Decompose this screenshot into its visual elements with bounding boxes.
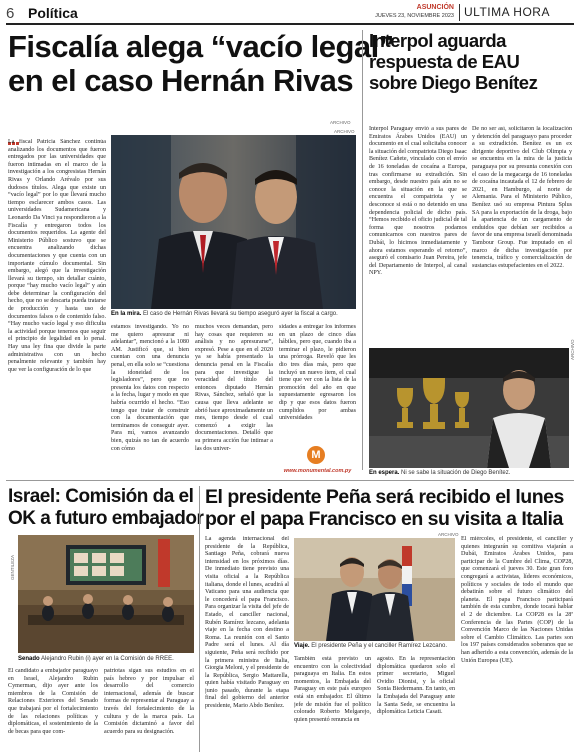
caption-israel [18, 656, 174, 662]
photo-credit-pena: ARCHIVO [438, 532, 459, 537]
section-rule [6, 480, 574, 481]
monumental-ad[interactable] [279, 446, 356, 478]
column-divider [362, 30, 363, 470]
column-divider-bottom [199, 486, 200, 752]
headline-israel-1: Israel: Comisión da el [8, 486, 194, 507]
photo-diego-benitez-image [369, 348, 569, 468]
photo-senado [18, 535, 194, 653]
headline-fiscalia-2: en el caso Hernán Rivas [8, 63, 354, 98]
photo-credit-israel: GENTILEZA [10, 554, 15, 580]
headline-fiscalia-1: Fiscalía alega “vacío legal” [8, 29, 394, 64]
photo-senado-image [18, 535, 194, 653]
interpol-col-2: De no ser así, solicitaron la localización y detención del paraguayo para proceder a su extradición. Benítez es un ex dirigente deportivo del Club Olimpia y se encuentra en la mira de la justicia paraguaya por su presunta conexión con el caso de la megacarga de 16 toneladas de cocaína incautada el 12 de febrero de 2021, en Hamburgo, al norte de Alemania. Para el Ministerio Público, Benítez usó su empresa Pintura Splus SA para la exportación de la droga, bajo la apariencia de un cargamento de enduidos que debían ser recibidos a favor de una empresa israelí denominada Tambour Group. Fue imputado en el marco de dicha investigación por tenencia, tráfico y comercialización de sustancias estupefacientes en el 2022. [472, 126, 572, 269]
pena-col-1: La agenda internacional del presidente de la República, Santiago Peña, cobrará nueva intensidad en los próximos días. De inmediato tiene previsto una visita oficial a la República italiana, donde el lunes, acudirá al Vaticano para una audiencia que le concederá el papa Francisco. Para organizar la visita del jefe de Estado, el canciller nacional, Rubén Ramírez lezcano, adelanta viaje en la fecha con destino a Roma. La reunión con el Santo Padre será el lunes. Al día siguiente, Peña será recibido por la primera ministra de Italia, Giorgia Meloni, y el presidente de la República, Sergio Mattarella, quien había visitado Paraguay en junio pasado, durante la etapa final del gobierno del anterior presidente, Mario Abdo Benítez. [205, 536, 289, 710]
pena-col-4: El miércoles, el presidente, el canciller y quienes integrarán su comitiva viajarán a Dubái, Emiratos Árabes Unidos, para participar de la Cumbre del Clima, COP28, que comenzará el jueves 30. Este gran foro congregará a activistas, líderes económicos, políticos y sociales de todo el mundo que debatirán sobre el futuro climático del planeta. El papa Francisco participará también de esta cumbre, donde tocará hablar el 2 de diciembre. La COP28 es la 28ª Conferencia de las Partes (COP) de la Convención Marco de las Naciones Unidas sobre el Cambio Climático. Las partes son los 197 países considerados soberanos que se han adherido a esta convención, además de la Unión Europea (UE). [461, 536, 573, 664]
headline-pena-1: El presidente Peña será recibido el lunes [205, 486, 564, 508]
paper-name: ASUNCIÓN [416, 4, 454, 11]
photo-pena-canciller-image [294, 538, 455, 641]
photo-credit-interpol: ARCHIVO [570, 339, 575, 360]
caption-pena-text: El presidente Peña y el canciller Ramírez Lezcano. [311, 643, 447, 649]
brand-band: ULTIMA HORA [464, 5, 550, 19]
photo-pena-canciller [294, 538, 455, 641]
israel-col-2: patriotas sigan sus estudios en el país hebreo y por impulsar el desarrollo del comercio internacional, además de buscar formas de representar al Paraguay a través del fortalecimiento de la cultura y de la marca país. La Comisión dictaminó a favor del acuerdo para su designación. [104, 668, 194, 735]
photo-hernan-rivas [111, 135, 356, 309]
interpol-col-1: Interpol Paraguay envió a sus pares de Emiratos Árabes Unidos (EAU) un documento en el cual solicitaba conocer la situación del compatriota Diego Isaac Benítez Cañete, vinculado con el envío de 16 toneladas de cocaína a Europa, tras confirmarse su extradición. Sin embargo, desde nuestro país aún no se conoce la situación en la que se encuentra el compatriota y se desconoce si está o no detenido en una dependencia policial de dicho país. “Hemos recibido el oficio judicial de tal forma que nosotros podamos comunicarnos con nuestros pares de Dubái, lo hicimos inmediatamente y ahora estamos esperando el retorno”, aseguró el comisario Juan Pereira, jefe del Departamento de Interpol, al canal NPY. [369, 126, 467, 277]
fiscalia-col-1: La fiscal Patricia Sánchez continúa analizando los documentos que fueron entregados por las universidades que fueron intimadas en el marco de la investigación a los congresistas Hernán Rivas y Orlando Arévalo por sus dudosos títulos. Alega que existe un “vacío legal” por lo que llevará mucho tiempo esclarecer ambos casos. Las universidades Sudamericana y Leonardo Da Vinci ya respondieron a la Fiscalía y entregaron todos los documentos requeridos. La agente del Ministerio Público sostuvo que se encuentra analizando dichas documentaciones y que cuenta con un importante cúmulo documental. Sin embargo, alegó que la investigación llevará su tiempo, sin detallar cuánto, porque “hay mucho vacío legal” y aún debe determinar la configuración del hecho, que no se descarta pueda tratarse de producción y hasta uso de documentos falsos o de contenido falso. “Hay mucho vacío legal y eso dificulta la actividad porque tenemos que seguir el principio de legalidad en lo penal. Hay una ley fina que divide la parte administrativa con un hecho penalmente relevante y también hay que ver la configuración de lo que [8, 139, 106, 373]
page-number: 6 [6, 5, 15, 22]
fiscalia-col-4: sidades a entregar los informes en un plazo de cinco días hábiles, pero que, cuando iba a terminar el plazo, le pidieron una prórroga. Reveló que les dio tres días más, pero que incluyó un nuevo ítem, el cual tiene que ver con la lista de la promoción del año en que supuestamente egresaron los dip y que esos datos fueron cumplidos por ambas universidades [279, 324, 356, 422]
fiscalia-col-3: muchos veces demandan, pero hay cosas que requieren su análisis y no apresurarse”, expresó. Pese a que en el 2020 ya se había presentado la denuncia penal en la Fiscalía para que investigue la veracidad del título del entonces diputado Hernán Rivas, Sánchez, señaló que la causa que lleva adelante se abrió hace aproximadamente un mes, tiempo desde el cual comenzó a exigir las documentaciones. Detalló que su primera acción fue intimar a las dos univer- [195, 324, 273, 452]
section-title: Política [28, 5, 78, 21]
monumental-url: www.monumental.com.py [283, 468, 352, 474]
caption-pena-bold: Viaje. [294, 643, 310, 649]
monumental-logo-icon: M [307, 446, 325, 464]
israel-col-1: El candidato a embajador paraguayo en Israel, Alejandro Rubin Cymerman, dijo ayer ante los miembros de la Comisión de Relaciones Exteriores del Senado que trabajará por el fortalecimiento de las relaciones políticas y diplomáticas, el sostenimiento de la de becas para que com- [8, 668, 98, 735]
issue-date: JUEVES 23, NOVIEMBRE 2023 [375, 13, 454, 19]
photo-hernan-rivas-image [111, 135, 356, 309]
photo-credit-interpol-text: ARCHIVO [330, 120, 351, 125]
caption-israel-text: Alejandro Rubin (i) ayer en la Comisión de RREE. [41, 656, 174, 662]
headline-interpol-3: sobre Diego Benítez [369, 72, 538, 93]
header-rule [6, 23, 574, 25]
photo-diego-benitez [369, 348, 569, 468]
caption-interpol-bold: En espera. [369, 470, 400, 476]
photo-credit-fiscalia: ARCHIVO [334, 129, 355, 134]
caption-fiscalia-bold: En la mira. [111, 311, 142, 317]
caption-fiscalia [111, 311, 338, 317]
headline-interpol-2: respuesta de EAU [369, 51, 520, 72]
headline-israel-2: OK a futuro embajador [8, 508, 204, 529]
header-divider [459, 4, 460, 21]
fiscalia-col-2: estamos investigando. Yo no me quiero apresurar ni adelantar”, mencionó a la 1080 AM. Justificó que, si bien cuentan con una denuncia penal, en ella solo se “cuestiona la idoneidad de los legisladores”, pero que no presenta los datos con respecto a la fecha, lugar y modo en que habría ocurrido el hecho. “Eso tengo que tratar de construir con la documentación que terminamos de conseguir ayer. Para mí, vamos avanzando bien, quizás no tan de acuerdo con cómo [111, 324, 189, 452]
caption-israel-bold: Senado [18, 656, 40, 662]
pena-col-2: También está previsto un encuentro con la colectividad paraguaya en Italia. En estos momentos, la Embajada del Paraguay en este país europeo está sin embajador. El último jefe de misión fue el político colorado Roberto Melgarejo, quien presentó renuncia en [294, 656, 371, 723]
headline-pena-2: por el papa Francisco en su visita a Italia [205, 508, 563, 530]
caption-interpol [369, 470, 510, 476]
caption-fiscalia-text: El caso de Hernán Rivas llevará su tiempo aseguró ayer la fiscal a cargo. [143, 311, 338, 317]
headline-interpol-1: Interpol aguarda [369, 30, 506, 51]
caption-pena [294, 643, 447, 649]
pena-col-3: agosto. En la representación diplomática quedaron solo el primer secretario, Miguel Ovidio Dionisi, y la oficial Sonia Biedermann. En tanto, en la Embajada del Paraguay ante la Santa Sede, se encuentra la diplomática Leticia Casati. [377, 656, 455, 716]
caption-interpol-text: Ni se sabe la situación de Diego Benítez. [401, 470, 511, 476]
